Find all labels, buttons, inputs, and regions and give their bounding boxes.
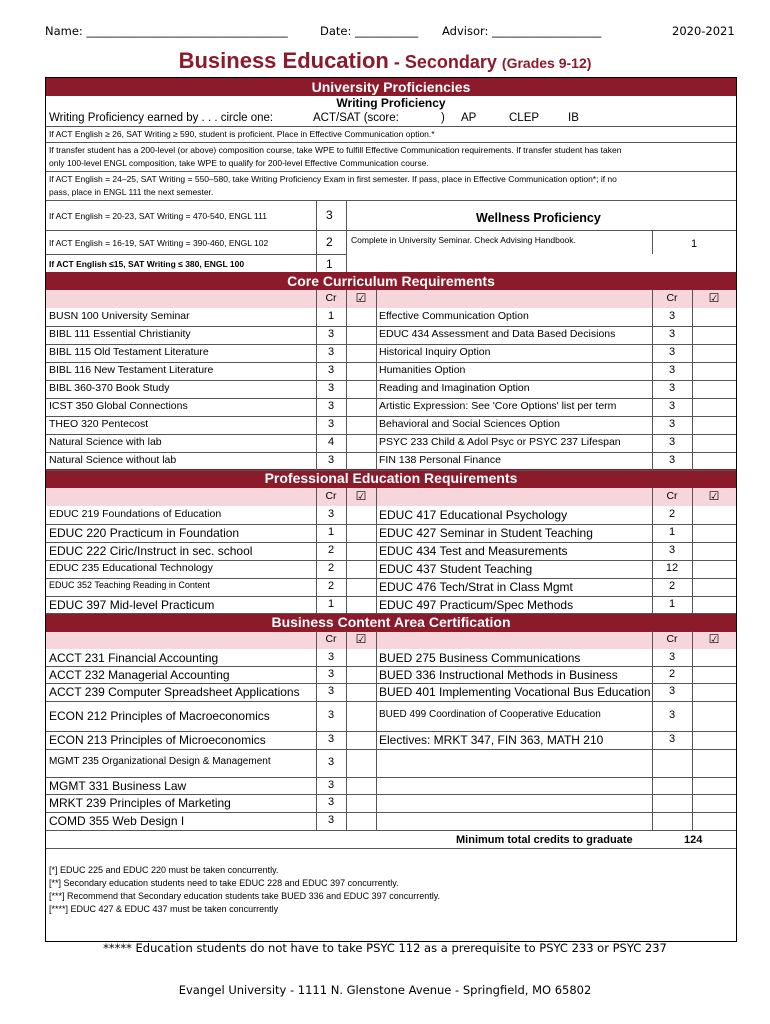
core-course-r: EDUC 434 Assessment and Data Based Decisions — [379, 328, 616, 340]
clep-option[interactable]: CLEP — [509, 112, 540, 124]
bus-course: ACCT 231 Financial Accounting — [49, 650, 219, 665]
core-checkbox[interactable] — [354, 400, 368, 414]
note-1: [*] EDUC 225 and EDUC 220 must be taken concurrently. — [49, 865, 279, 875]
requirements-sheet — [45, 77, 737, 942]
bus-checkbox[interactable] — [354, 685, 368, 699]
core-checkbox[interactable] — [354, 382, 368, 396]
bus-course: COMD 355 Web Design I — [49, 814, 185, 828]
core-course-r: Humanities Option — [379, 364, 466, 376]
min-credits-value: 124 — [684, 834, 703, 846]
wellness-note: Complete in University Seminar. Check Advising Handbook. — [351, 235, 576, 245]
bus-checkbox[interactable] — [354, 814, 368, 828]
core-course: BIBL 111 Essential Christianity — [49, 328, 191, 340]
core-credits: 3 — [327, 364, 335, 376]
bus-check-header-r: ☑ — [708, 632, 720, 646]
core-checkbox[interactable] — [354, 346, 368, 360]
core-course: BIBL 115 Old Testament Literature — [49, 346, 209, 358]
core-course: THEO 320 Pentecost — [49, 418, 149, 430]
core-credits-r: 3 — [668, 346, 676, 358]
core-course-r: Artistic Expression: See 'Core Options' list per term — [379, 400, 617, 412]
bus-cr-header-r: Cr — [666, 633, 678, 645]
advisor-field[interactable]: Advisor: ___________________ — [442, 24, 602, 38]
bus-course: MGMT 331 Business Law — [49, 778, 187, 793]
bus-course-r: BUED 499 Coordination of Cooperative Education — [379, 709, 601, 720]
bus-check-header: ☑ — [355, 632, 367, 646]
bus-checkbox-r[interactable] — [706, 703, 720, 729]
prof-course: EDUC 352 Teaching Reading in Content — [49, 580, 210, 590]
bus-checkbox-r[interactable] — [706, 779, 720, 792]
core-credits: 3 — [327, 454, 335, 466]
core-credits-r: 3 — [668, 436, 676, 448]
writing-band: Writing Proficiency — [336, 96, 446, 110]
address: Evangel University - 1111 N. Glenstone Avenue - Springfield, MO 65802 — [178, 983, 592, 997]
act-sat-option[interactable]: ACT/SAT (score: — [313, 112, 399, 124]
placement-102-cr: 2 — [326, 235, 333, 249]
core-course: ICST 350 Global Connections — [49, 400, 188, 412]
rule-1: If ACT English ≥ 26, SAT Writing ≥ 590, student is proficient. Place in Effective Communication option.* — [49, 129, 435, 139]
prof-check-header-r: ☑ — [708, 489, 720, 503]
bus-course: ECON 213 Principles of Microeconomics — [49, 733, 266, 747]
placement-100-cr: 1 — [326, 257, 333, 271]
core-credits: 3 — [327, 400, 335, 412]
note-3: [***] Recommend that Secondary education students take BUED 336 and EDUC 397 concurrently. — [49, 891, 441, 901]
core-course: BIBL 360-370 Book Study — [49, 382, 170, 394]
prof-credits-r: 1 — [668, 597, 676, 610]
bus-checkbox[interactable] — [354, 703, 368, 729]
bus-credits: 3 — [327, 667, 335, 680]
min-credits-label: Minimum total credits to graduate — [456, 834, 633, 846]
core-checkbox-r[interactable] — [706, 418, 720, 432]
prof-checkbox-r[interactable] — [706, 544, 720, 558]
bus-course: MGMT 235 Organizational Design & Management — [49, 756, 271, 767]
bus-credits-r: 3 — [668, 709, 676, 721]
bus-course-r: BUED 401 Implementing Vocational Bus Education — [379, 685, 651, 699]
rule-2b: only 100-level ENGL composition, take WPE to qualify for 200-level Effective Communication course. — [49, 158, 429, 168]
bus-checkbox-r[interactable] — [706, 751, 720, 775]
bus-checkbox-r[interactable] — [706, 796, 720, 810]
bus-credits-r: 3 — [668, 685, 676, 697]
bus-course-r: BUED 336 Instructional Methods in Business — [379, 667, 618, 682]
close-paren: ) — [441, 112, 445, 124]
prof-credits: 2 — [327, 580, 335, 592]
core-course-r: Behavioral and Social Sciences Option — [379, 418, 560, 430]
core-credits: 4 — [327, 436, 335, 448]
prof-course-r: EDUC 497 Practicum/Spec Methods — [379, 597, 574, 612]
prof-checkbox[interactable] — [354, 508, 368, 522]
bus-credits: 3 — [327, 733, 335, 745]
prof-course: EDUC 397 Mid-level Practicum — [49, 597, 215, 612]
prof-cr-header-r: Cr — [666, 490, 678, 502]
bus-credits: 3 — [327, 756, 335, 768]
core-checkbox-r[interactable] — [706, 328, 720, 342]
core-course: Natural Science with lab — [49, 436, 162, 448]
core-credits: 1 — [327, 310, 335, 322]
prof-checkbox-r[interactable] — [706, 562, 720, 576]
prof-credits: 2 — [327, 562, 335, 574]
core-checkbox[interactable] — [354, 328, 368, 342]
core-course-r: FIN 138 Personal Finance — [379, 454, 501, 466]
prof-credits: 3 — [327, 508, 335, 520]
core-credits-r: 3 — [668, 364, 676, 376]
core-checkbox[interactable] — [354, 418, 368, 432]
bus-checkbox-r[interactable] — [706, 685, 720, 699]
prof-checkbox[interactable] — [354, 526, 368, 540]
core-credits-r: 3 — [668, 454, 676, 466]
core-credits: 3 — [327, 382, 335, 394]
bus-course: ACCT 232 Managerial Accounting — [49, 667, 230, 682]
bus-course-r: Electives: MRKT 347, FIN 363, MATH 210 — [379, 733, 604, 747]
core-credits-r: 3 — [668, 382, 676, 394]
title-main: Business Education — [178, 48, 389, 73]
core-checkbox-r[interactable] — [706, 310, 720, 324]
core-check-header-r: ☑ — [708, 291, 720, 305]
bus-course: ECON 212 Principles of Macroeconomics — [49, 709, 270, 723]
bus-credits: 3 — [327, 709, 335, 721]
prof-checkbox-r[interactable] — [706, 526, 720, 540]
prof-course: EDUC 220 Practicum in Foundation — [49, 526, 240, 540]
title-dash: - Secondary — [388, 52, 502, 72]
prof-course-r: EDUC 417 Educational Psychology — [379, 508, 568, 522]
core-checkbox[interactable] — [354, 454, 368, 468]
core-course-r: PSYC 233 Child & Adol Psyc or PSYC 237 Lifespan — [379, 436, 621, 448]
core-checkbox[interactable] — [354, 364, 368, 378]
prof-credits-r: 1 — [668, 526, 676, 538]
prof-credits-r: 12 — [665, 562, 679, 574]
core-checkbox[interactable] — [354, 436, 368, 450]
bus-checkbox[interactable] — [354, 796, 368, 810]
wellness-cr: 1 — [691, 238, 698, 250]
prof-course-r: EDUC 437 Student Teaching — [379, 562, 533, 576]
core-course-r: Effective Communication Option — [379, 310, 529, 322]
bus-credits-r: 2 — [668, 667, 676, 680]
bus-checkbox[interactable] — [354, 668, 368, 681]
prof-course-r: EDUC 427 Seminar in Student Teaching — [379, 526, 593, 540]
core-checkbox-r[interactable] — [706, 454, 720, 468]
core-course-r: Historical Inquiry Option — [379, 346, 491, 358]
prof-course-r: EDUC 434 Test and Measurements — [379, 544, 568, 558]
prof-check-header: ☑ — [355, 489, 367, 503]
core-checkbox-r[interactable] — [706, 364, 720, 378]
placement-111-cr: 3 — [326, 208, 333, 222]
school-year: 2020-2021 — [672, 24, 735, 38]
prof-checkbox-r[interactable] — [706, 508, 720, 522]
bus-cr-header: Cr — [325, 633, 337, 645]
core-checkbox-r[interactable] — [706, 400, 720, 414]
core-credits-r: 3 — [668, 310, 676, 322]
placement-100: If ACT English ≤15, SAT Writing ≤ 380, ENGL 100 — [49, 259, 245, 269]
bus-band: Business Content Area Certification — [46, 613, 736, 632]
prof-checkbox-r[interactable] — [706, 580, 720, 594]
core-credits-r: 3 — [668, 418, 676, 430]
name-field[interactable]: Name: ___________________________________ — [45, 24, 288, 38]
prof-course: EDUC 219 Foundations of Education — [49, 508, 222, 520]
ap-option[interactable]: AP — [461, 112, 477, 124]
prof-checkbox-r[interactable] — [706, 598, 720, 611]
bus-checkbox[interactable] — [354, 733, 368, 747]
core-credits-r: 3 — [668, 328, 676, 340]
prof-credits: 1 — [327, 597, 335, 610]
note-4: [****] EDUC 427 & EDUC 437 must be taken concurrently — [49, 904, 279, 914]
rule-2a: If transfer student has a 200-level (or above) composition course, take WPE to fulfill Effective Communication requirements. If transfer student has taken — [49, 145, 622, 155]
prof-band: Professional Education Requirements — [46, 469, 736, 488]
bus-checkbox[interactable] — [354, 751, 368, 775]
note-2: [**] Secondary education students need to take EDUC 228 and EDUC 397 concurrently. — [49, 878, 399, 888]
prof-cr-header: Cr — [325, 490, 337, 502]
bus-checkbox-r[interactable] — [706, 733, 720, 747]
page-title — [0, 48, 770, 74]
prof-credits-r: 2 — [668, 508, 676, 520]
bus-credits-r: 3 — [668, 733, 676, 745]
univ-band: University Proficiencies — [46, 78, 736, 96]
core-check-header: ☑ — [355, 291, 367, 305]
bus-credits: 3 — [327, 778, 335, 791]
bus-checkbox-r[interactable] — [706, 668, 720, 681]
prof-credits: 1 — [327, 526, 335, 538]
rule-3b: pass, place in ENGL 111 the next semester. — [49, 187, 214, 197]
core-checkbox-r[interactable] — [706, 436, 720, 450]
date-field[interactable]: Date: ___________ — [320, 24, 419, 38]
bus-checkbox-r[interactable] — [706, 651, 720, 664]
bus-credits: 3 — [327, 650, 335, 663]
bus-course-r: BUED 275 Business Communications — [379, 650, 581, 665]
core-checkbox-r[interactable] — [706, 382, 720, 396]
core-checkbox[interactable] — [354, 310, 368, 324]
prof-course-r: EDUC 476 Tech/Strat in Class Mgmt — [379, 580, 573, 594]
bus-course: MRKT 239 Principles of Marketing — [49, 796, 231, 810]
core-course: BUSN 100 University Seminar — [49, 310, 190, 322]
core-course: Natural Science without lab — [49, 454, 177, 466]
bus-credits: 3 — [327, 814, 335, 826]
footnote: ***** Education students do not have to take PSYC 112 as a prerequisite to PSYC 233 or PSYC 237 — [103, 941, 667, 955]
prof-checkbox[interactable] — [354, 544, 368, 558]
bus-course: ACCT 239 Computer Spreadsheet Applications — [49, 685, 300, 699]
core-cr-header-r: Cr — [666, 292, 678, 304]
prof-credits-r: 2 — [668, 580, 676, 592]
core-course-r: Reading and Imagination Option — [379, 382, 530, 394]
core-band: Core Curriculum Requirements — [46, 272, 736, 290]
bus-credits-r: 3 — [668, 650, 676, 663]
prof-credits-r: 3 — [668, 544, 676, 556]
prof-course: EDUC 235 Educational Technology — [49, 562, 213, 574]
placement-111: If ACT English = 20-23, SAT Writing = 470-540, ENGL 111 — [49, 211, 267, 221]
circle-line: Writing Proficiency earned by . . . circle one: — [49, 112, 274, 124]
ib-option[interactable]: IB — [568, 112, 579, 124]
core-course: BIBL 116 New Testament Literature — [49, 364, 214, 376]
placement-102: If ACT English = 16-19, SAT Writing = 390-460, ENGL 102 — [49, 238, 269, 248]
prof-course: EDUC 222 Ciric/Instruct in sec. school — [49, 544, 253, 558]
bus-credits: 3 — [327, 796, 335, 808]
wellness-title: Wellness Proficiency — [476, 211, 601, 225]
prof-credits: 2 — [327, 544, 335, 556]
bus-credits: 3 — [327, 685, 335, 697]
title-grades: (Grades 9-12) — [501, 55, 592, 71]
prof-checkbox[interactable] — [354, 580, 368, 594]
bus-checkbox[interactable] — [354, 779, 368, 792]
prof-checkbox[interactable] — [354, 562, 368, 576]
core-cr-header: Cr — [325, 292, 337, 304]
core-checkbox-r[interactable] — [706, 346, 720, 360]
bus-checkbox-r[interactable] — [706, 814, 720, 828]
core-credits: 3 — [327, 328, 335, 340]
core-credits-r: 3 — [668, 400, 676, 412]
bus-checkbox[interactable] — [354, 651, 368, 664]
core-credits: 3 — [327, 418, 335, 430]
prof-checkbox[interactable] — [354, 598, 368, 611]
core-credits: 3 — [327, 346, 335, 358]
rule-3a: If ACT English = 24–25, SAT Writing = 550–580, take Writing Proficiency Exam in first semester. If pass, place in Effective Communication option*; if no — [49, 174, 617, 184]
